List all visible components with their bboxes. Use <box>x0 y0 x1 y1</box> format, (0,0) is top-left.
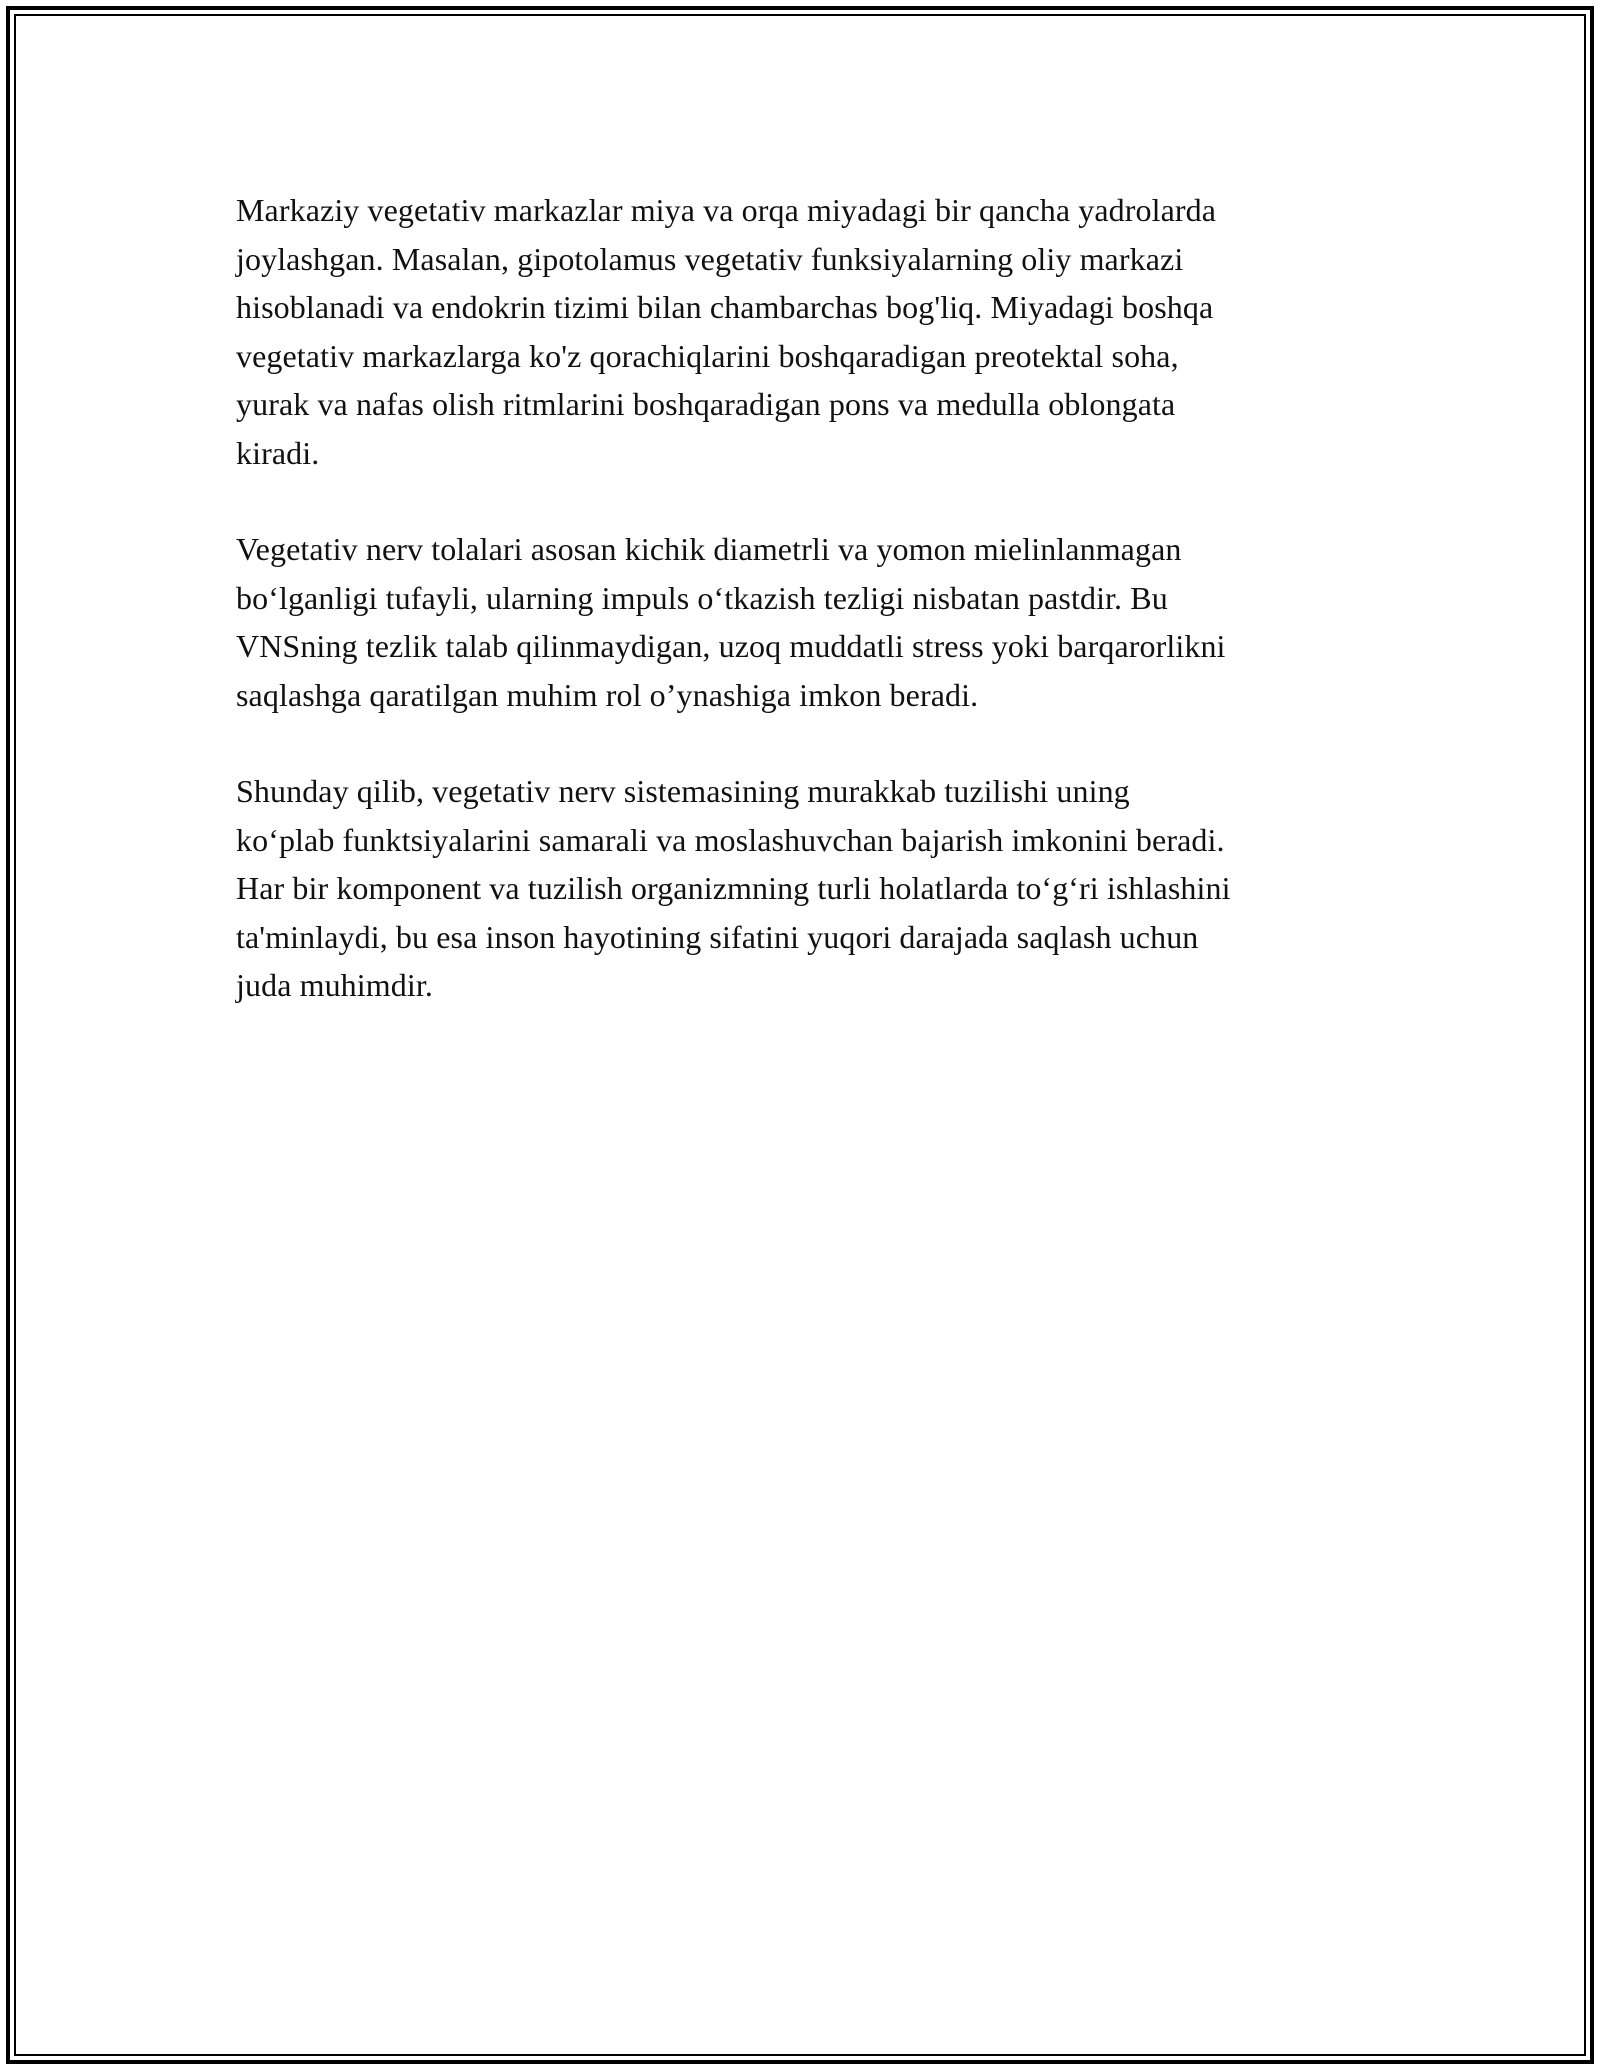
text-line: juda muhimdir. <box>236 967 433 1003</box>
paragraph-conclusion <box>236 767 1370 1010</box>
text-line: Vegetativ nerv tolalari asosan kichik diametrli va yomon mielinlanmagan <box>236 531 1182 567</box>
text-line: VNSning tezlik talab qilinmaydigan, uzoq muddatli stress yoki barqarorlikni <box>236 628 1226 664</box>
text-line: Markaziy vegetativ markazlar miya va orqa miyadagi bir qancha yadrolarda <box>236 192 1217 228</box>
text-line: Har bir komponent va tuzilish organizmning turli holatlarda to‘g‘ri ishlashini <box>236 870 1231 906</box>
paragraph-central-centers <box>236 186 1370 477</box>
document-body <box>236 186 1370 1058</box>
paragraph-nerve-fibers <box>236 525 1370 719</box>
text-line: saqlashga qaratilgan muhim rol o’ynashiga imkon beradi. <box>236 676 979 713</box>
text-line: joylashgan. Masalan, gipotolamus vegetativ funksiyalarning oliy markazi <box>236 240 1184 277</box>
text-line: yurak va nafas olish ritmlarini boshqaradigan pons va medulla oblongata <box>236 386 1176 422</box>
text-line: ko‘plab funktsiyalarini samarali va moslashuvchan bajarish imkonini beradi. <box>236 821 1225 858</box>
text-line: bo‘lganligi tufayli, ularning impuls o‘tkazish tezligi nisbatan pastdir. Bu <box>236 579 1168 616</box>
text-line: hisoblanadi va endokrin tizimi bilan chambarchas bog'liq. Miyadagi boshqa <box>236 289 1214 325</box>
text-line: ta'minlaydi, bu esa inson hayotining sifatini yuqori darajada saqlash uchun <box>236 918 1199 955</box>
text-line: vegetativ markazlarga ko'z qorachiqlarini boshqaradigan preotektal soha, <box>236 337 1179 374</box>
text-line: Shunday qilib, vegetativ nerv sistemasining murakkab tuzilishi uning <box>236 773 1130 809</box>
text-line: kiradi. <box>236 434 320 471</box>
